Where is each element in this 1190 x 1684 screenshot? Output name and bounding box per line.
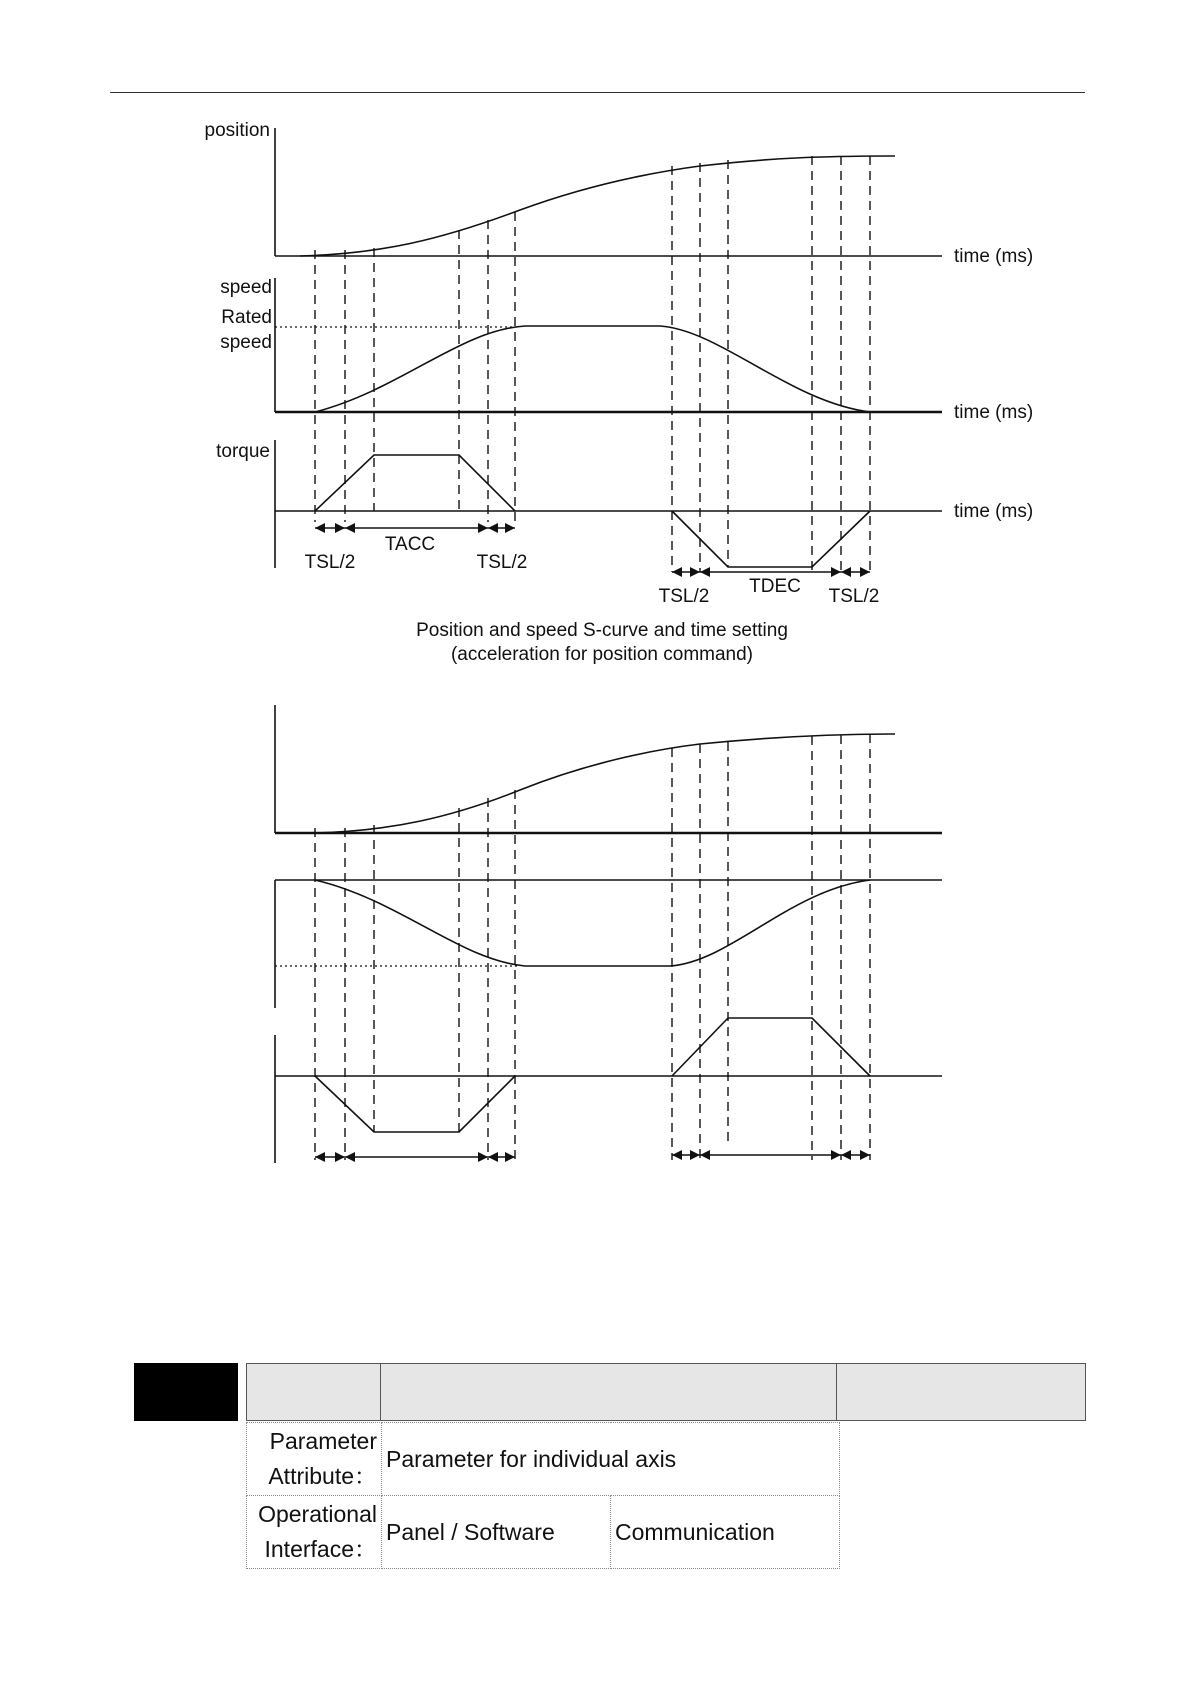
rated-label-line2: speed [220,332,272,353]
diagram-caption-line2: (acceleration for position command) [450,644,754,665]
speed-curve [315,326,870,412]
bottom-speed-curve [315,880,870,966]
parameter-id-block [134,1363,238,1421]
attribute-value: Parameter for individual axis [382,1423,840,1496]
parameter-header-cell-1 [246,1363,382,1421]
interface-label: Operational Interface： [247,1496,382,1569]
position-axis-label: position [204,120,270,141]
time-label-speed: time (ms) [954,402,1034,423]
top-dashed-guides [315,156,870,572]
bottom-dashed-guides [315,734,870,1160]
time-label-position: time (ms) [954,246,1034,267]
tacc-label: TACC [384,534,436,555]
bottom-arrowheads [315,1150,870,1162]
tdec-label: TDEC [749,576,801,597]
parameter-header-cell-3 [836,1363,1086,1421]
tsl-label-1: TSL/2 [304,552,356,573]
attribute-label: Parameter Attribute： [247,1423,382,1496]
time-label-torque: time (ms) [954,501,1034,522]
speed-axis-label: speed [220,277,272,298]
rated-label-line1: Rated [221,307,272,328]
tsl-label-3: TSL/2 [658,586,710,607]
bottom-position-curve [315,734,895,833]
tsl-label-4: TSL/2 [828,586,880,607]
position-curve [300,156,895,256]
parameter-attribute-table [246,1422,840,1569]
tsl-label-2: TSL/2 [476,552,528,573]
interface-panel-software: Panel / Software [382,1496,611,1569]
interface-row [247,1496,840,1569]
attribute-row [247,1423,840,1496]
torque-axis-label: torque [216,441,270,462]
diagram-caption-line1: Position and speed S-curve and time setting [416,620,788,641]
parameter-header-cell-2 [380,1363,838,1421]
interface-communication: Communication [611,1496,840,1569]
bottom-dimension-arrows [315,1155,870,1157]
